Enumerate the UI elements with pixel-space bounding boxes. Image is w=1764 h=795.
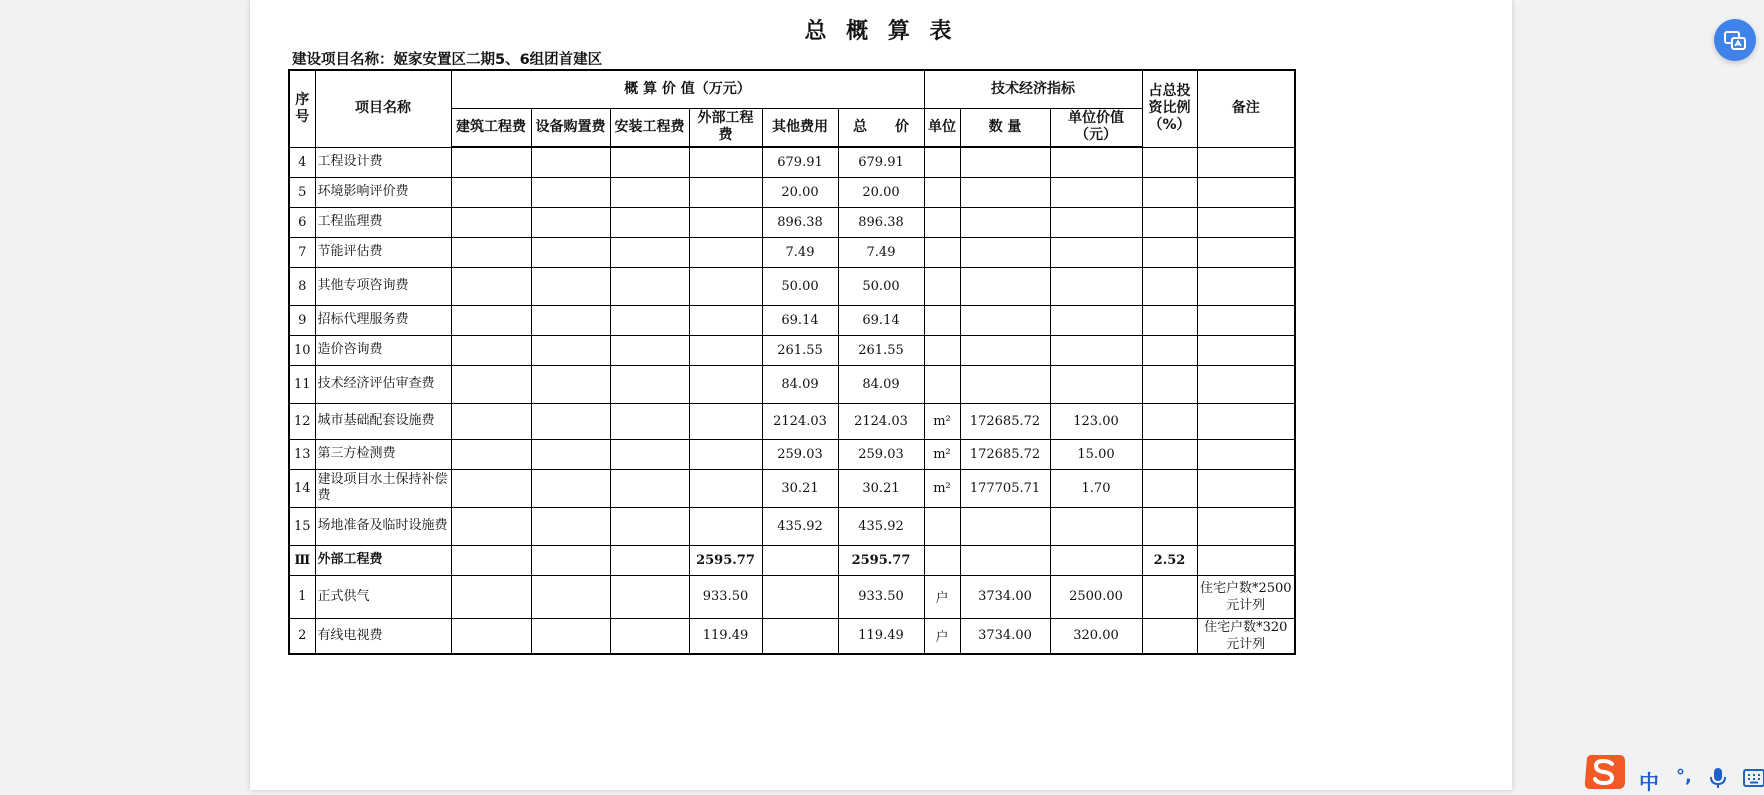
cell-remark — [1197, 207, 1295, 237]
table-row — [289, 207, 1295, 237]
table-row — [289, 507, 1295, 545]
cell-construction — [451, 147, 531, 177]
cell-unit-price — [1050, 507, 1142, 545]
cell-quantity — [960, 237, 1050, 267]
header-installation: 安装工程费 — [610, 108, 689, 147]
table-row — [289, 335, 1295, 365]
table-row — [289, 305, 1295, 335]
cell-external: 933.50 — [689, 575, 762, 618]
translate-screen-button[interactable] — [1714, 19, 1756, 61]
cell-unit-price: 1.70 — [1050, 469, 1142, 507]
cell-seq: 10 — [289, 335, 315, 365]
cell-ratio — [1142, 507, 1197, 545]
cell-seq: 1 — [289, 575, 315, 618]
cell-other: 50.00 — [762, 267, 838, 305]
cell-remark — [1197, 439, 1295, 469]
cell-other: 69.14 — [762, 305, 838, 335]
cell-quantity: 3734.00 — [960, 575, 1050, 618]
table-row — [289, 237, 1295, 267]
cell-ratio: 2.52 — [1142, 545, 1197, 575]
header-quantity: 数 量 — [960, 108, 1050, 147]
cell-other — [762, 618, 838, 654]
cell-total: 30.21 — [838, 469, 924, 507]
cell-unit — [924, 545, 960, 575]
cell-ratio — [1142, 469, 1197, 507]
cell-unit — [924, 305, 960, 335]
table-row — [289, 439, 1295, 469]
cell-construction — [451, 403, 531, 439]
cell-quantity — [960, 545, 1050, 575]
ime-toolbar[interactable] — [1583, 752, 1764, 792]
cell-unit: m² — [924, 439, 960, 469]
cell-total: 896.38 — [838, 207, 924, 237]
cell-seq: 13 — [289, 439, 315, 469]
table-row — [289, 618, 1295, 654]
cell-total: 84.09 — [838, 365, 924, 403]
cell-total: 2595.77 — [838, 545, 924, 575]
cell-installation — [610, 618, 689, 654]
cell-ratio — [1142, 177, 1197, 207]
cell-seq: 14 — [289, 469, 315, 507]
cell-other: 84.09 — [762, 365, 838, 403]
cell-ratio — [1142, 305, 1197, 335]
cell-name: 有线电视费 — [315, 618, 451, 654]
cell-ratio — [1142, 618, 1197, 654]
cell-remark — [1197, 507, 1295, 545]
cell-external — [689, 403, 762, 439]
microphone-icon[interactable] — [1709, 767, 1727, 789]
cell-other: 7.49 — [762, 237, 838, 267]
cell-equipment — [531, 305, 610, 335]
cell-remark — [1197, 237, 1295, 267]
cell-other: 896.38 — [762, 207, 838, 237]
cell-name: 第三方检测费 — [315, 439, 451, 469]
cell-remark: 住宅户数*320元计列 — [1197, 618, 1295, 654]
cell-total: 933.50 — [838, 575, 924, 618]
cell-unit-price — [1050, 365, 1142, 403]
cell-total: 69.14 — [838, 305, 924, 335]
table-row — [289, 147, 1295, 177]
page-title: 总 概 算 表 — [804, 19, 958, 44]
cell-unit — [924, 177, 960, 207]
cell-name: 技术经济评估审查费 — [315, 365, 451, 403]
cell-equipment — [531, 439, 610, 469]
cell-unit-price: 15.00 — [1050, 439, 1142, 469]
cell-quantity: 172685.72 — [960, 403, 1050, 439]
cell-installation — [610, 545, 689, 575]
header-budget-value: 概 算 价 值（万元） — [451, 70, 924, 108]
cell-total: 50.00 — [838, 267, 924, 305]
cell-quantity — [960, 365, 1050, 403]
table-row — [289, 267, 1295, 305]
cell-quantity: 172685.72 — [960, 439, 1050, 469]
translate-screen-icon — [1723, 28, 1747, 52]
cell-external — [689, 439, 762, 469]
cell-equipment — [531, 469, 610, 507]
cell-unit-price — [1050, 305, 1142, 335]
cell-unit: m² — [924, 469, 960, 507]
cell-name: 造价咨询费 — [315, 335, 451, 365]
cell-other: 435.92 — [762, 507, 838, 545]
cell-equipment — [531, 267, 610, 305]
cell-name: 建设项目水土保持补偿费 — [315, 469, 451, 507]
cell-unit-price — [1050, 267, 1142, 305]
cell-construction — [451, 507, 531, 545]
table-row — [289, 365, 1295, 403]
header-other: 其他费用 — [762, 108, 838, 147]
cell-construction — [451, 335, 531, 365]
cell-seq: 8 — [289, 267, 315, 305]
cell-installation — [610, 267, 689, 305]
cell-remark — [1197, 469, 1295, 507]
cell-name: 外部工程费 — [315, 545, 451, 575]
header-unit: 单位 — [924, 108, 960, 147]
cell-installation — [610, 147, 689, 177]
header-external: 外部工程费 — [689, 108, 762, 147]
cell-name: 场地准备及临时设施费 — [315, 507, 451, 545]
cell-seq: Ⅲ — [289, 545, 315, 575]
cell-equipment — [531, 147, 610, 177]
cell-unit-price — [1050, 177, 1142, 207]
cell-other — [762, 575, 838, 618]
cell-remark — [1197, 147, 1295, 177]
cell-other — [762, 545, 838, 575]
header-construction: 建筑工程费 — [451, 108, 531, 147]
cell-unit-price — [1050, 545, 1142, 575]
ime-language-toggle[interactable]: 中 — [1639, 770, 1659, 794]
cell-remark — [1197, 177, 1295, 207]
cell-total: 259.03 — [838, 439, 924, 469]
cell-ratio — [1142, 147, 1197, 177]
cell-equipment — [531, 507, 610, 545]
cell-construction — [451, 267, 531, 305]
cell-other: 20.00 — [762, 177, 838, 207]
cell-external: 2595.77 — [689, 545, 762, 575]
table-row — [289, 575, 1295, 618]
cell-name: 招标代理服务费 — [315, 305, 451, 335]
cell-seq: 9 — [289, 305, 315, 335]
cell-quantity — [960, 177, 1050, 207]
table-row — [289, 545, 1295, 575]
sogou-logo-icon — [1583, 752, 1627, 790]
cell-remark — [1197, 365, 1295, 403]
cell-quantity — [960, 507, 1050, 545]
cell-total: 679.91 — [838, 147, 924, 177]
cell-unit — [924, 507, 960, 545]
cell-other: 2124.03 — [762, 403, 838, 439]
cell-equipment — [531, 575, 610, 618]
cell-unit-price: 2500.00 — [1050, 575, 1142, 618]
cell-remark — [1197, 305, 1295, 335]
cell-equipment — [531, 207, 610, 237]
cell-external — [689, 469, 762, 507]
header-remark: 备注 — [1197, 70, 1295, 147]
cell-unit — [924, 207, 960, 237]
cell-construction — [451, 439, 531, 469]
cell-other: 679.91 — [762, 147, 838, 177]
cell-name: 节能评估费 — [315, 237, 451, 267]
cell-external — [689, 365, 762, 403]
cell-seq: 7 — [289, 237, 315, 267]
cell-external — [689, 305, 762, 335]
cell-unit-price — [1050, 147, 1142, 177]
cell-construction — [451, 365, 531, 403]
ime-punctuation-toggle[interactable]: °, — [1676, 766, 1692, 787]
cell-external — [689, 335, 762, 365]
cell-installation — [610, 237, 689, 267]
cell-name: 城市基础配套设施费 — [315, 403, 451, 439]
cell-quantity: 177705.71 — [960, 469, 1050, 507]
cell-equipment — [531, 403, 610, 439]
cell-ratio — [1142, 439, 1197, 469]
cell-unit: m² — [924, 403, 960, 439]
cell-quantity — [960, 335, 1050, 365]
cell-total: 119.49 — [838, 618, 924, 654]
cell-installation — [610, 305, 689, 335]
cell-installation — [610, 575, 689, 618]
cell-installation — [610, 403, 689, 439]
cell-other: 261.55 — [762, 335, 838, 365]
cell-seq: 11 — [289, 365, 315, 403]
cell-external — [689, 207, 762, 237]
cell-installation — [610, 177, 689, 207]
cell-quantity — [960, 267, 1050, 305]
cell-unit-price: 123.00 — [1050, 403, 1142, 439]
cell-installation — [610, 439, 689, 469]
header-item-name: 项目名称 — [315, 70, 451, 147]
cell-construction — [451, 618, 531, 654]
cell-remark — [1197, 545, 1295, 575]
cell-unit — [924, 267, 960, 305]
cell-remark: 住宅户数*2500元计列 — [1197, 575, 1295, 618]
header-tech-econ: 技术经济指标 — [924, 70, 1142, 108]
cell-ratio — [1142, 267, 1197, 305]
cell-construction — [451, 177, 531, 207]
cell-unit-price — [1050, 335, 1142, 365]
header-equipment: 设备购置费 — [531, 108, 610, 147]
cell-installation — [610, 207, 689, 237]
cell-construction — [451, 207, 531, 237]
cell-unit-price — [1050, 237, 1142, 267]
cell-seq: 2 — [289, 618, 315, 654]
cell-name: 其他专项咨询费 — [315, 267, 451, 305]
cell-installation — [610, 365, 689, 403]
cell-equipment — [531, 545, 610, 575]
cell-ratio — [1142, 207, 1197, 237]
cell-name: 工程设计费 — [315, 147, 451, 177]
cell-ratio — [1142, 575, 1197, 618]
cell-quantity: 3734.00 — [960, 618, 1050, 654]
cell-ratio — [1142, 335, 1197, 365]
cell-unit — [924, 335, 960, 365]
cell-seq: 6 — [289, 207, 315, 237]
keyboard-icon[interactable] — [1743, 768, 1764, 788]
cell-total: 435.92 — [838, 507, 924, 545]
header-seq: 序号 — [289, 70, 315, 147]
cell-unit: 户 — [924, 575, 960, 618]
cell-construction — [451, 545, 531, 575]
cell-other: 30.21 — [762, 469, 838, 507]
cell-equipment — [531, 365, 610, 403]
cell-equipment — [531, 177, 610, 207]
cell-remark — [1197, 335, 1295, 365]
cell-ratio — [1142, 403, 1197, 439]
cell-seq: 5 — [289, 177, 315, 207]
cell-unit: 户 — [924, 618, 960, 654]
cell-construction — [451, 575, 531, 618]
cell-unit-price: 320.00 — [1050, 618, 1142, 654]
table-row — [289, 469, 1295, 507]
cell-total: 2124.03 — [838, 403, 924, 439]
header-total: 总 价 — [838, 108, 924, 147]
cell-seq: 4 — [289, 147, 315, 177]
document-page — [250, 0, 1512, 790]
cell-external — [689, 237, 762, 267]
cell-remark — [1197, 403, 1295, 439]
table-row — [289, 177, 1295, 207]
cell-name: 环境影响评价费 — [315, 177, 451, 207]
cell-total: 7.49 — [838, 237, 924, 267]
cell-total: 20.00 — [838, 177, 924, 207]
cell-remark — [1197, 267, 1295, 305]
cell-quantity — [960, 305, 1050, 335]
cell-seq: 15 — [289, 507, 315, 545]
table-row — [289, 403, 1295, 439]
cell-unit-price — [1050, 207, 1142, 237]
cell-external — [689, 177, 762, 207]
cell-name: 工程监理费 — [315, 207, 451, 237]
cell-external: 119.49 — [689, 618, 762, 654]
cell-unit — [924, 237, 960, 267]
cell-installation — [610, 469, 689, 507]
cell-total: 261.55 — [838, 335, 924, 365]
cell-external — [689, 147, 762, 177]
cell-construction — [451, 469, 531, 507]
budget-table — [288, 69, 1296, 655]
cell-quantity — [960, 147, 1050, 177]
cell-construction — [451, 237, 531, 267]
cell-installation — [610, 507, 689, 545]
header-unit-price: 单位价值（元） — [1050, 108, 1142, 147]
cell-external — [689, 267, 762, 305]
cell-ratio — [1142, 365, 1197, 403]
cell-other: 259.03 — [762, 439, 838, 469]
cell-equipment — [531, 237, 610, 267]
cell-equipment — [531, 618, 610, 654]
cell-name: 正式供气 — [315, 575, 451, 618]
cell-external — [689, 507, 762, 545]
cell-seq: 12 — [289, 403, 315, 439]
cell-ratio — [1142, 237, 1197, 267]
cell-construction — [451, 305, 531, 335]
cell-unit — [924, 147, 960, 177]
header-ratio: 占总投资比例（%） — [1142, 70, 1197, 147]
project-name: 建设项目名称：姬家安置区二期5、6组团首建区 — [292, 52, 603, 68]
cell-installation — [610, 335, 689, 365]
cell-equipment — [531, 335, 610, 365]
cell-quantity — [960, 207, 1050, 237]
cell-unit — [924, 365, 960, 403]
